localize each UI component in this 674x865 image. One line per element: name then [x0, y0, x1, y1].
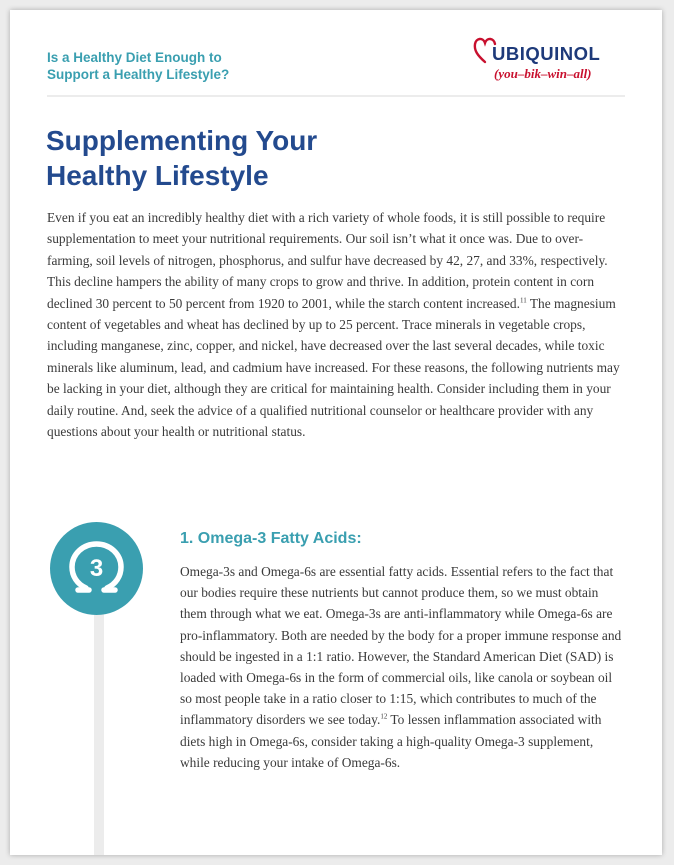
omega-digit: 3: [89, 555, 104, 582]
logo-wordmark: UBIQUINOL: [492, 43, 601, 64]
omega-3-text-part-1: Omega-3s and Omega-6s are essential fatty acids. Essential refers to the fact that our bodies require these nutrients but cannot produce them, so we must obtain them through what we eat. Omega-3s are anti-inflammatory while Omega-6s are pro-inflammatory. Both are needed by the body for a proper immune response and should be ingested in a 1:1 ratio. However, the Standard American Diet (SAD) is loaded with Omega-6s in the form of commercial oils, like canola or soybean oil so most people take in a ratio closer to 1:15, which contributes to much of the inflammatory disorders we see today.: [180, 564, 622, 728]
section-heading-omega-3: 1. Omega-3 Fatty Acids:: [180, 530, 362, 547]
timeline-bar: [94, 610, 104, 855]
intro-paragraph: [47, 207, 625, 442]
logo-pronunciation: (you–bik–win–all): [494, 66, 592, 81]
page-title-line-2: Healthy Lifestyle: [46, 160, 269, 191]
page-title-line-1: Supplementing Your: [46, 125, 318, 156]
header-title-line-2: Support a Healthy Lifestyle?: [47, 67, 230, 82]
header-divider: [47, 95, 625, 97]
intro-text-part-2: The magnesium content of vegetables and wheat has declined by up to 25 percent. Trace minerals in vegetable crops, including manganese, zinc, copper, and nickel, have decreased over the last several decades, while toxic minerals like aluminum, lead, and cadmium have increased. For these reasons, the following nutrients may be lacking in your diet, although they are critical for maintaining health. Consider including them in your daily routine. And, seek the advice of a qualified nutritional counselor or healthcare provider with any questions about your health or nutritional status.: [47, 295, 620, 440]
omega-3-text-part-2: To lessen inflammation associated with diets high in Omega-6s, consider taking a high-quality Omega-3 supplement, while reducing your intake of Omega-6s.: [180, 712, 602, 770]
omega-3-icon: [50, 522, 143, 615]
footnote-ref-11: 11: [519, 296, 527, 305]
header-title: [47, 49, 307, 83]
intro-text-part-1: Even if you eat an incredibly healthy diet with a rich variety of whole foods, it is still possible to require supplementation to meet your nutritional requirements. Our soil isn’t what it once was. Due to over-farming, soil levels of nitrogen, phosphorus, and sulfur have decreased by 42, 27, and 33%, respectively. This decline hampers the ability of many crops to grow and thrive. In addition, protein content in corn declined 30 percent to 50 percent from 1920 to 2001, while the starch content increased.: [47, 210, 608, 311]
ubiquinol-logo: [472, 34, 632, 90]
footnote-ref-12: 12: [380, 712, 388, 721]
document-page: [10, 10, 662, 855]
page-title: [46, 123, 317, 193]
header-title-line-1: Is a Healthy Diet Enough to: [47, 50, 222, 65]
omega-3-paragraph: [180, 561, 625, 773]
